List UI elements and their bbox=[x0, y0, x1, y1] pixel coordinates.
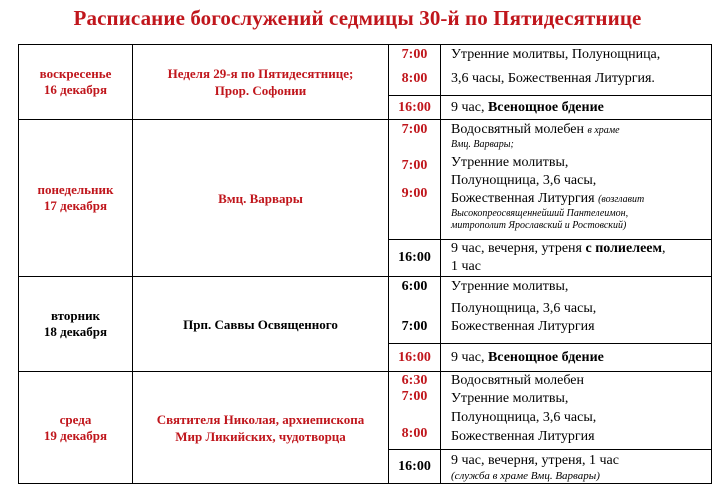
weekday: вторник bbox=[50, 308, 101, 323]
service-text: 9 час, bbox=[451, 99, 488, 115]
time-cell bbox=[389, 45, 441, 96]
schedule-table bbox=[18, 44, 712, 484]
feast-cell bbox=[133, 45, 389, 120]
service-cell bbox=[441, 120, 712, 240]
time: 16:00 bbox=[398, 250, 431, 265]
time: 7:00 bbox=[401, 389, 428, 404]
table-row bbox=[19, 120, 712, 240]
service-text: Полунощница, 3,6 часы, bbox=[451, 410, 597, 425]
weekday: среда bbox=[59, 411, 92, 427]
time-cell bbox=[389, 450, 441, 484]
service-text: Божественная Литургия bbox=[451, 319, 595, 334]
service-text: 9 час, вечерня, утреня bbox=[451, 241, 586, 256]
service-note: митрополит Ярославский и Ростовский) bbox=[451, 220, 627, 231]
service-cell bbox=[441, 45, 712, 96]
service-cell bbox=[441, 372, 712, 450]
table-row bbox=[19, 45, 712, 96]
service-text: , bbox=[662, 241, 666, 256]
feast-cell bbox=[133, 120, 389, 277]
feast-line: Вмц. Варвары bbox=[218, 190, 303, 206]
time: 7:00 bbox=[401, 319, 428, 334]
date: 18 декабря bbox=[43, 324, 108, 339]
service-note: Вмц. Варвары; bbox=[451, 139, 514, 150]
service-text: 9 час, вечерня, утреня, 1 час bbox=[451, 452, 619, 468]
day-cell bbox=[19, 120, 133, 277]
time: 8:00 bbox=[401, 71, 428, 86]
time: 16:00 bbox=[398, 99, 431, 115]
service-text-bold: Всенощное бдение bbox=[487, 99, 604, 115]
time: 7:00 bbox=[401, 158, 428, 173]
service-cell bbox=[441, 277, 712, 344]
feast-cell bbox=[133, 277, 389, 372]
service-text: Полунощница, 3,6 часы, bbox=[451, 301, 597, 316]
feast-line: Прп. Саввы Освященного bbox=[183, 316, 338, 332]
day-cell bbox=[19, 45, 133, 120]
time-cell bbox=[389, 344, 441, 372]
service-text: Водосвятный молебен bbox=[451, 373, 585, 388]
service-text: Божественная Литургия bbox=[451, 429, 595, 444]
service-note: (служба в храме Вмц. Варвары) bbox=[451, 469, 600, 482]
time: 6:00 bbox=[401, 279, 428, 294]
table-row bbox=[19, 277, 712, 344]
service-text-bold: Всенощное бдение bbox=[487, 349, 604, 365]
date: 19 декабря bbox=[43, 427, 108, 443]
service-text: Утренние молитвы, Полунощница, bbox=[451, 47, 661, 62]
service-note: в храме bbox=[587, 125, 620, 136]
time: 16:00 bbox=[398, 458, 431, 474]
weekday: воскресенье bbox=[39, 66, 112, 81]
time: 7:00 bbox=[401, 122, 428, 137]
feast-cell bbox=[133, 372, 389, 484]
time-cell bbox=[389, 277, 441, 344]
service-text: Божественная Литургия bbox=[451, 191, 599, 206]
service-note: Высокопреосвященнейший Пантелеимон, bbox=[451, 208, 629, 219]
time: 6:30 bbox=[401, 373, 428, 388]
feast-line: Неделя 29-я по Пятидесятнице; bbox=[167, 66, 354, 81]
time: 8:00 bbox=[401, 426, 428, 441]
time-cell bbox=[389, 372, 441, 450]
feast-line: Мир Ликийских, чудотворца bbox=[175, 428, 346, 444]
service-text: 9 час, bbox=[451, 349, 488, 365]
service-text: 3,6 часы, Божественная Литургия. bbox=[451, 71, 655, 86]
time: 16:00 bbox=[398, 349, 431, 365]
service-text: Утренние молитвы, bbox=[451, 279, 569, 294]
time-cell bbox=[389, 240, 441, 277]
feast-line: Святителя Николая, архиепископа bbox=[156, 411, 365, 427]
service-cell bbox=[441, 240, 712, 277]
day-cell bbox=[19, 372, 133, 484]
day-cell bbox=[19, 277, 133, 372]
page-title: Расписание богослужений седмицы 30-й по Пятидесятнице bbox=[73, 6, 642, 30]
service-text: Водосвятный молебен bbox=[451, 122, 588, 137]
service-text-bold: с полиелеем bbox=[585, 241, 663, 256]
service-note: (возглавит bbox=[598, 194, 645, 205]
service-cell bbox=[441, 344, 712, 372]
feast-line: Прор. Софонии bbox=[214, 83, 307, 98]
service-text: Полунощница, 3,6 часы, bbox=[451, 173, 597, 188]
service-text: 1 час bbox=[451, 259, 481, 274]
service-cell bbox=[441, 450, 712, 484]
time-cell bbox=[389, 96, 441, 120]
time: 7:00 bbox=[401, 47, 428, 62]
date: 16 декабря bbox=[43, 82, 108, 97]
time-cell bbox=[389, 120, 441, 240]
date: 17 декабря bbox=[43, 198, 108, 213]
service-text: Утренние молитвы, bbox=[451, 155, 569, 170]
weekday: понедельник bbox=[37, 182, 114, 197]
table-row bbox=[19, 372, 712, 450]
service-cell bbox=[441, 96, 712, 120]
service-text: Утренние молитвы, bbox=[451, 391, 569, 406]
time: 9:00 bbox=[401, 186, 428, 201]
